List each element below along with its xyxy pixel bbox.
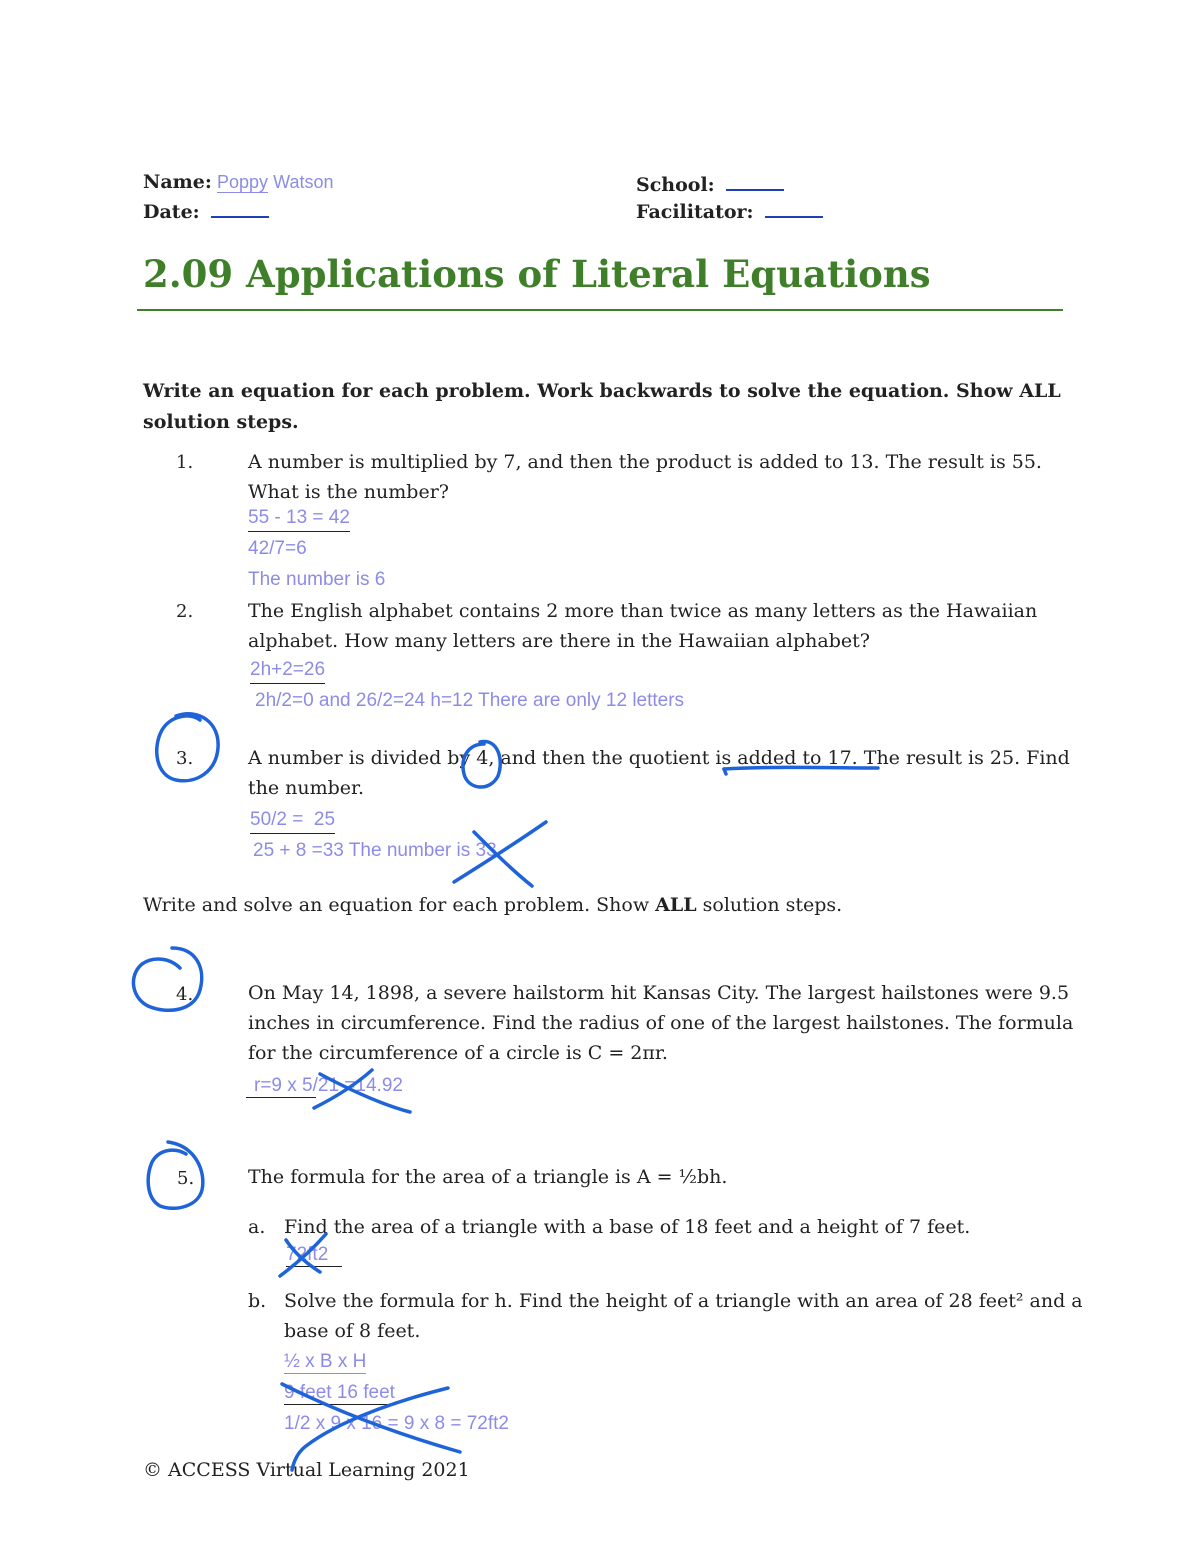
problem-3-number: 3. — [176, 748, 194, 769]
circle-mark-problem-5 — [148, 1142, 203, 1208]
problem-2-line1: The English alphabet contains 2 more than twice as many letters as the Hawaiian — [248, 600, 1038, 622]
problem-5b-answer-2[interactable]: 9 feet 16 feet — [284, 1382, 395, 1403]
problem-4-line2: inches in circumference. Find the radius of one of the largest hailstones. The formula — [248, 1012, 1074, 1034]
problem-3-line1: A number is divided by 4, and then the quotient is added to 17. The result is 25. Find — [248, 747, 1070, 769]
problem-4-line1: On May 14, 1898, a severe hailstorm hit Kansas City. The largest hailstones were 9.5 — [248, 982, 1070, 1004]
problem-2-line2: alphabet. How many letters are there in the Hawaiian alphabet? — [248, 630, 870, 652]
problem-5-text: The formula for the area of a triangle is A = ½bh. — [248, 1166, 728, 1188]
circle-mark-problem-3 — [157, 714, 218, 781]
problem-3-answer-1[interactable]: 50/2 = 25 — [250, 809, 335, 834]
problem-4-number: 4. — [176, 984, 194, 1005]
problem-5-number: 5. — [177, 1168, 195, 1189]
problem-5b-line1: Solve the formula for h. Find the height of a triangle with an area of 28 feet² and a — [284, 1290, 1083, 1312]
problem-5b-label: b. — [248, 1290, 267, 1312]
problem-4-answer[interactable]: r=9 x 5/21 =14.92 — [254, 1075, 403, 1096]
problem-4-line3: for the circumference of a circle is C = 2πr. — [248, 1042, 668, 1064]
student-first-name[interactable]: Poppy — [216, 172, 269, 192]
problem-5a-label: a. — [248, 1216, 266, 1238]
problem-3-line2: the number. — [248, 777, 365, 799]
student-last-name[interactable]: Watson — [273, 172, 334, 192]
footer-copyright: © ACCESS Virtual Learning 2021 — [143, 1459, 470, 1481]
underline-mark-problem-3 — [724, 767, 878, 769]
problem-5b-line2: base of 8 feet. — [284, 1320, 421, 1342]
instructions-1-line2: solution steps. — [143, 411, 299, 433]
school-label: School: — [636, 174, 715, 196]
problem-2-answer-2[interactable]: 2h/2=0 and 26/2=24 h=12 There are only 12 letters — [255, 690, 685, 711]
circle-mark-problem-4 — [133, 948, 201, 1010]
instructions-2-bold: ALL — [655, 894, 697, 916]
x-mark-problem-3 — [474, 832, 532, 886]
x-mark-problem-5b — [282, 1384, 460, 1452]
problem-1-answer-1[interactable]: 55 - 13 = 42 — [248, 507, 350, 532]
facilitator-label: Facilitator: — [636, 201, 754, 223]
problem-1-line1: A number is multiplied by 7, and then the product is added to 13. The result is 55. — [248, 451, 1042, 473]
x-mark-problem-4 — [320, 1074, 410, 1112]
problem-1-number: 1. — [176, 452, 194, 473]
instructions-2-pre: Write and solve an equation for each problem. Show — [143, 894, 656, 916]
problem-5b-answer-1[interactable]: ½ x B x H — [284, 1351, 367, 1372]
page-title: 2.09 Applications of Literal Equations — [143, 252, 931, 296]
instructions-1-line1: Write an equation for each problem. Work backwards to solve the equation. Show ALL — [143, 380, 1061, 402]
problem-1-answer-3[interactable]: The number is 6 — [248, 569, 386, 590]
problem-1-line2: What is the number? — [248, 481, 449, 503]
problem-3-answer-2[interactable]: 25 + 8 =33 The number is 33 — [253, 840, 497, 861]
circle-mark-digit-4 — [463, 742, 500, 788]
problem-2-answer-1[interactable]: 2h+2=26 — [250, 659, 325, 684]
problem-5a-text: Find the area of a triangle with a base of 18 feet and a height of 7 feet. — [284, 1216, 971, 1238]
problem-5b-answer-3[interactable]: 1/2 x 9 x 16 = 9 x 8 = 72ft2 — [284, 1413, 509, 1434]
problem-2-number: 2. — [176, 601, 194, 622]
problem-5a-answer[interactable]: 72ft2 — [286, 1244, 342, 1267]
date-label: Date: — [143, 201, 200, 223]
problem-1-answer-2[interactable]: 42/7=6 — [248, 538, 307, 559]
instructions-2-post: solution steps. — [696, 894, 843, 916]
name-label: Name: — [143, 171, 212, 193]
